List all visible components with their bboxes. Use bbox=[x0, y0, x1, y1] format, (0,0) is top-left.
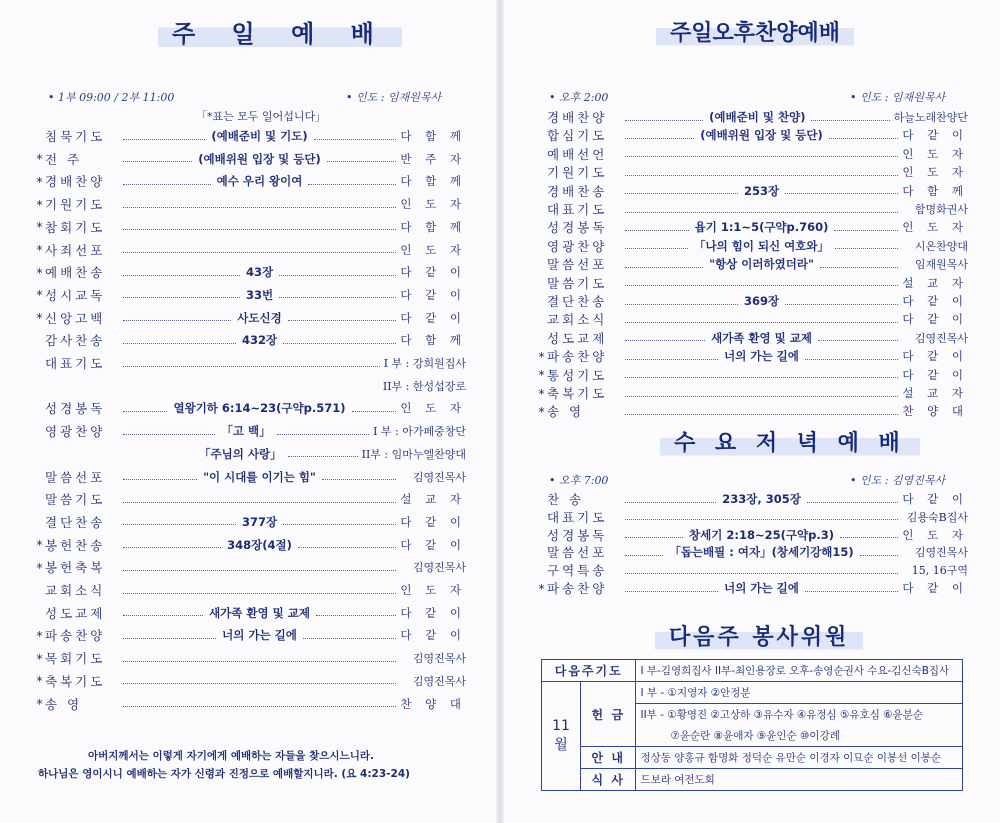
sunday-item-label: 성경봉독 bbox=[45, 401, 106, 417]
afternoon-row bbox=[536, 237, 968, 255]
offering-second-service-cont: ⑦윤순란 ⑧윤애자 ⑨윤인순 ⑩이강례 bbox=[636, 725, 963, 747]
wednesday-item-leader: 김용숙B집사 bbox=[906, 510, 968, 524]
leader-dots bbox=[625, 573, 898, 574]
leader-dots bbox=[625, 212, 898, 213]
leader-dots bbox=[625, 396, 898, 397]
afternoon-item-detail: (예배준비 및 찬양) bbox=[709, 110, 806, 124]
afternoon-time: • 오후 2:00 bbox=[549, 91, 609, 104]
sunday-row bbox=[34, 490, 466, 508]
sunday-item-label: 파송찬양 bbox=[45, 628, 106, 644]
sunday-row bbox=[34, 195, 466, 213]
leader-dots bbox=[123, 524, 236, 525]
leader-dots bbox=[860, 555, 898, 556]
meal-value: 드보라 여전도회 bbox=[636, 769, 963, 791]
afternoon-item-label: 파송찬양 bbox=[547, 349, 608, 365]
wednesday-item-detail: 233장, 305장 bbox=[722, 492, 801, 506]
wednesday-item-leader: 15, 16구역 bbox=[911, 564, 968, 578]
leader-dots bbox=[785, 193, 898, 194]
afternoon-item-detail: 369장 bbox=[743, 294, 780, 308]
afternoon-item-leader: 다 같 이 bbox=[902, 349, 969, 364]
leader-dots bbox=[123, 252, 396, 253]
sunday-item-leader: 다 같 이 bbox=[400, 287, 466, 302]
wednesday-item-detail: 너의 가는 길에 bbox=[724, 581, 799, 595]
standing-mark: * bbox=[36, 627, 43, 643]
standing-mark: * bbox=[36, 196, 43, 212]
leader-dots bbox=[123, 593, 396, 594]
afternoon-item-leader: 다 함 께 bbox=[902, 183, 968, 198]
afternoon-item-label: 영광찬양 bbox=[547, 238, 608, 254]
afternoon-row bbox=[536, 366, 968, 384]
leader-dots bbox=[298, 547, 396, 548]
afternoon-item-label: 통성기도 bbox=[547, 367, 608, 383]
standing-mark: * bbox=[36, 310, 43, 326]
offering-label: 헌 금 bbox=[581, 682, 636, 747]
leader-dots bbox=[308, 184, 396, 185]
sunday-item-label: 성도교제 bbox=[45, 605, 106, 621]
meal-label: 식 사 bbox=[581, 769, 636, 791]
afternoon-item-detail: 새가족 환영 및 교제 bbox=[711, 330, 812, 345]
sunday-item-label: 감사찬송 bbox=[45, 333, 106, 349]
wednesday-item-detail: 창세기 2:18~25(구약p.3) bbox=[689, 527, 834, 542]
sunday-item-label: 기원기도 bbox=[45, 197, 106, 213]
sunday-row bbox=[34, 354, 466, 372]
wednesday-leader: • 인도 : 김영진목사 bbox=[850, 474, 946, 487]
leader-dots bbox=[625, 230, 689, 231]
prayer-value: I 부-김영희집사 II부-최인용장로 오후-송영순권사 수요-김신숙B집사 bbox=[636, 660, 963, 682]
afternoon-service-title: 주일오후찬양예배 bbox=[656, 14, 854, 49]
wednesday-time: • 오후 7:00 bbox=[549, 474, 609, 487]
sunday-item-detail: "이 시대를 이기는 힘" bbox=[203, 469, 316, 484]
afternoon-item-leader: 다 같 이 bbox=[902, 128, 969, 143]
sunday-row bbox=[34, 649, 466, 667]
leader-dots bbox=[123, 320, 231, 321]
leader-dots bbox=[625, 519, 898, 520]
afternoon-item-label: 축복기도 bbox=[547, 386, 608, 401]
wednesday-row bbox=[536, 579, 968, 597]
leader-dots bbox=[279, 275, 396, 276]
afternoon-item-leader: 다 같 이 bbox=[902, 294, 968, 308]
sunday-item-label: 신앙고백 bbox=[45, 310, 106, 326]
wednesday-item-label: 파송찬양 bbox=[547, 581, 608, 596]
afternoon-row bbox=[536, 200, 968, 218]
sunday-item-detail: 377장 bbox=[241, 514, 278, 529]
leader-dots bbox=[123, 570, 396, 571]
standing-mark: * bbox=[36, 696, 43, 711]
leader-dots bbox=[625, 138, 694, 139]
leader-dots bbox=[123, 366, 380, 367]
month-label: 11월 bbox=[542, 682, 581, 791]
standing-mark: * bbox=[36, 264, 43, 280]
leader-dots bbox=[277, 434, 369, 435]
sunday-row bbox=[34, 626, 466, 644]
leader-dots bbox=[805, 359, 898, 360]
sunday-item-detail: 너의 가는 길에 bbox=[222, 628, 297, 643]
sunday-item-leader: 다 함 께 bbox=[400, 333, 466, 348]
leader-dots bbox=[123, 479, 197, 480]
sunday-item-leader: 김영진목사 bbox=[412, 652, 466, 666]
sunday-item-detail: 사도신경 bbox=[237, 310, 282, 325]
sunday-row bbox=[34, 218, 466, 236]
sunday-item-label: 참회기도 bbox=[45, 219, 106, 235]
leader-dots bbox=[288, 320, 396, 321]
sunday-row bbox=[34, 513, 466, 531]
afternoon-item-leader: 하늘노래찬양단 bbox=[893, 111, 969, 124]
leader-dots bbox=[279, 297, 396, 298]
sunday-item-detail: (예배위원 입장 및 등단) bbox=[198, 151, 321, 166]
afternoon-item-label: 예배선언 bbox=[547, 146, 608, 162]
afternoon-item-detail: "항상 이러하였더라" bbox=[709, 257, 814, 272]
leader-dots bbox=[625, 120, 703, 121]
afternoon-item-leader: 다 같 이 bbox=[902, 367, 968, 382]
standing-mark: * bbox=[538, 385, 545, 401]
afternoon-item-label: 교회소식 bbox=[547, 312, 608, 328]
sunday-item-leader: I 부 : 강희원집사 bbox=[383, 357, 466, 370]
leader-dots bbox=[322, 479, 396, 480]
sunday-item-leader: 인 도 자 bbox=[400, 583, 466, 597]
guide-label: 안 내 bbox=[581, 747, 636, 769]
afternoon-item-leader: 다 같 이 bbox=[902, 312, 968, 327]
afternoon-row bbox=[536, 108, 968, 126]
wednesday-item-label: 구역특송 bbox=[547, 563, 608, 579]
leader-dots bbox=[625, 359, 718, 360]
sunday-item-leader: 김영진목사 bbox=[412, 470, 466, 484]
leader-dots bbox=[625, 555, 663, 556]
leader-dots bbox=[625, 156, 898, 157]
standing-mark: * bbox=[36, 559, 43, 575]
leader-dots bbox=[820, 267, 898, 268]
leader-dots bbox=[625, 193, 738, 194]
wednesday-service-title: 수 요 저 녁 예 배 bbox=[660, 424, 920, 459]
leader-dots bbox=[811, 120, 889, 121]
wednesday-item-detail: 「돕는배필 : 여자」(창세기강해15) bbox=[669, 545, 854, 560]
afternoon-row bbox=[536, 347, 968, 365]
afternoon-row bbox=[536, 218, 968, 236]
sunday-row bbox=[34, 127, 466, 145]
sunday-item-detail: 「고 백」 bbox=[221, 424, 271, 439]
afternoon-item-label: 말씀기도 bbox=[547, 275, 608, 291]
sunday-row bbox=[34, 536, 466, 554]
leader-dots bbox=[625, 248, 688, 249]
sunday-item-label: 결단찬송 bbox=[45, 514, 106, 530]
afternoon-item-leader: 인 도 자 bbox=[902, 146, 968, 161]
leader-dots bbox=[625, 175, 898, 176]
sunday-item-leader: II부 : 임마누엘찬양대 bbox=[361, 447, 466, 461]
leader-dots bbox=[625, 285, 898, 286]
standing-mark: * bbox=[538, 403, 545, 419]
leader-dots bbox=[123, 615, 203, 616]
afternoon-item-label: 말씀선포 bbox=[547, 257, 608, 273]
afternoon-item-label: 결단찬송 bbox=[547, 294, 608, 309]
wednesday-item-label: 찬 송 bbox=[547, 492, 585, 507]
sunday-item-label: 침묵기도 bbox=[45, 129, 106, 144]
afternoon-item-label: 경배찬양 bbox=[547, 110, 608, 125]
afternoon-row bbox=[536, 145, 968, 163]
leader-dots bbox=[625, 502, 716, 503]
sunday-row bbox=[34, 581, 466, 599]
page-fold bbox=[496, 0, 504, 823]
prayer-label: 다음주기도 bbox=[542, 660, 636, 682]
sunday-item-label: 전 주 bbox=[45, 151, 83, 167]
leader-dots bbox=[829, 138, 898, 139]
leader-dots bbox=[316, 615, 396, 616]
sunday-row bbox=[34, 377, 466, 395]
sunday-item-leader: I 부 : 아가페중창단 bbox=[373, 425, 467, 439]
afternoon-row bbox=[536, 182, 968, 200]
leader-dots bbox=[123, 434, 215, 435]
sunday-row bbox=[34, 286, 466, 304]
afternoon-row bbox=[536, 274, 968, 292]
standing-mark: * bbox=[36, 673, 43, 689]
sunday-row bbox=[34, 309, 466, 327]
sunday-row bbox=[34, 331, 466, 349]
afternoon-leader: • 인도 : 임재원목사 bbox=[850, 91, 946, 104]
sunday-row bbox=[34, 445, 466, 463]
leader-dots bbox=[625, 591, 718, 592]
afternoon-item-detail: 253장 bbox=[743, 183, 780, 198]
sunday-item-label: 말씀선포 bbox=[45, 469, 106, 485]
afternoon-item-leader: 임재원목사 bbox=[914, 258, 969, 272]
afternoon-item-label: 성도교제 bbox=[547, 330, 608, 346]
sunday-item-detail: 348장(4절) bbox=[227, 537, 292, 552]
afternoon-row bbox=[536, 402, 968, 420]
leader-dots bbox=[625, 304, 738, 305]
sunday-item-label: 축복기도 bbox=[45, 673, 106, 689]
sunday-item-detail: 432장 bbox=[241, 333, 278, 348]
leader-dots bbox=[288, 456, 358, 457]
offering-first-service: I 부 - ①지영자 ②안정분 bbox=[636, 682, 963, 704]
afternoon-item-label: 합심기도 bbox=[547, 128, 608, 144]
sunday-item-leader: 김영진목사 bbox=[412, 674, 466, 688]
leader-dots bbox=[840, 537, 898, 538]
sunday-item-leader: 다 같 이 bbox=[400, 605, 467, 620]
wednesday-item-label: 성경봉독 bbox=[547, 527, 608, 543]
verse-line-1: 아버지께서는 이렇게 자기에게 예배하는 자들을 찾으시느니라. bbox=[88, 750, 374, 762]
sunday-item-detail: 열왕기하 6:14~23(구약p.571) bbox=[173, 401, 346, 416]
leader-dots bbox=[123, 343, 236, 344]
offering-second-service: II부 - ①황영진 ②고상하 ③유수자 ④유정심 ⑤유호심 ⑥윤분순 bbox=[636, 704, 963, 726]
sunday-row bbox=[34, 241, 466, 259]
sunday-item-label: 봉헌축복 bbox=[45, 560, 106, 576]
leader-dots bbox=[805, 591, 898, 592]
sunday-item-leader: 찬 양 대 bbox=[400, 696, 466, 711]
wednesday-item-label: 말씀선포 bbox=[547, 545, 608, 561]
leader-dots bbox=[785, 304, 898, 305]
sunday-row bbox=[34, 695, 466, 713]
wednesday-item-leader: 다 같 이 bbox=[902, 581, 969, 595]
sunday-item-leader: 인 도 자 bbox=[400, 401, 466, 416]
sunday-item-leader: II부 : 한성섭장로 bbox=[382, 379, 466, 393]
wednesday-row bbox=[536, 526, 968, 544]
afternoon-item-leader: 인 도 자 bbox=[902, 220, 969, 235]
wednesday-row bbox=[536, 508, 968, 526]
afternoon-item-leader: 김영진목사 bbox=[914, 331, 969, 345]
afternoon-item-leader: 설 교 자 bbox=[902, 386, 968, 400]
sunday-row bbox=[34, 558, 466, 576]
sunday-row bbox=[34, 150, 466, 168]
leader-dots bbox=[123, 683, 396, 684]
standing-mark: * bbox=[36, 287, 43, 303]
leader-dots bbox=[625, 340, 705, 341]
sunday-item-label: 대표기도 bbox=[45, 356, 106, 371]
standing-mark: * bbox=[538, 367, 545, 383]
afternoon-item-leader: 함명화권사 bbox=[914, 203, 968, 216]
sunday-item-leader: 다 함 께 bbox=[400, 219, 466, 234]
wednesday-row bbox=[536, 490, 968, 508]
leader-dots bbox=[807, 502, 898, 503]
verse-line-2: 하나님은 영이시니 예배하는 자가 신령과 진정으로 예배할지니라. (요 4:23-24) bbox=[38, 768, 410, 780]
sunday-item-label: 말씀기도 bbox=[45, 492, 106, 508]
standing-mark: * bbox=[36, 173, 43, 189]
sunday-item-label: 교회소식 bbox=[45, 583, 106, 598]
sunday-item-leader: 다 같 이 bbox=[400, 310, 466, 325]
standing-mark: * bbox=[36, 242, 43, 257]
sunday-item-label: 봉헌찬송 bbox=[45, 537, 106, 553]
afternoon-row bbox=[536, 329, 968, 347]
leader-dots bbox=[123, 502, 396, 503]
staff-title: 다음주 봉사위원 bbox=[655, 618, 863, 653]
afternoon-row bbox=[536, 292, 968, 310]
sunday-item-leader: 김영진목사 bbox=[412, 561, 466, 575]
sunday-item-label: 목회기도 bbox=[45, 651, 106, 667]
afternoon-row bbox=[536, 126, 968, 144]
sunday-item-detail: 새가족 환영 및 교제 bbox=[209, 605, 310, 620]
standing-mark: * bbox=[36, 219, 43, 235]
wednesday-row bbox=[536, 543, 968, 561]
afternoon-item-leader: 인 도 자 bbox=[902, 165, 968, 180]
leader-dots bbox=[327, 161, 396, 162]
sunday-leader: • 인도 : 임재원목사 bbox=[346, 91, 442, 104]
sunday-row bbox=[34, 172, 466, 190]
leader-dots bbox=[303, 638, 396, 639]
leader-dots bbox=[352, 411, 396, 412]
leader-dots bbox=[123, 275, 240, 276]
standing-mark: * bbox=[36, 537, 43, 553]
afternoon-item-leader: 시온찬양대 bbox=[914, 239, 968, 253]
wednesday-item-label: 대표기도 bbox=[547, 509, 608, 525]
leader-dots bbox=[123, 547, 221, 548]
sunday-item-leader: 인 도 자 bbox=[400, 197, 466, 212]
wednesday-item-leader: 김영진목사 bbox=[914, 546, 969, 560]
sunday-row bbox=[34, 422, 466, 440]
leader-dots bbox=[625, 322, 898, 323]
leader-dots bbox=[625, 267, 703, 268]
leader-dots bbox=[835, 248, 898, 249]
sunday-item-detail: 33번 bbox=[245, 287, 274, 302]
leader-dots bbox=[625, 377, 898, 378]
sunday-item-leader: 다 같 이 bbox=[400, 628, 467, 643]
sunday-item-label: 영광찬양 bbox=[45, 424, 106, 440]
sunday-item-detail: 43장 bbox=[245, 265, 274, 280]
afternoon-item-label: 송 영 bbox=[547, 404, 585, 420]
sunday-item-leader: 반 주 자 bbox=[400, 151, 467, 166]
afternoon-item-detail: 「나의 힘이 되신 여호와」 bbox=[694, 238, 829, 253]
afternoon-item-detail: (예배위원 입장 및 등단) bbox=[700, 128, 823, 143]
sunday-item-leader: 다 같 이 bbox=[400, 537, 466, 552]
sunday-row bbox=[34, 604, 466, 622]
sunday-time: • 1부 09:00 / 2부 11:00 bbox=[48, 91, 175, 104]
sunday-item-label: 송 영 bbox=[45, 696, 83, 712]
afternoon-row bbox=[536, 255, 968, 273]
sunday-item-label: 경배찬양 bbox=[45, 174, 106, 190]
standing-mark: * bbox=[36, 151, 43, 167]
wednesday-row bbox=[536, 561, 968, 579]
standing-note: 「*표는 모두 일어섭니다」 bbox=[196, 110, 327, 123]
leader-dots bbox=[123, 297, 240, 298]
sunday-item-label: 예배찬송 bbox=[45, 265, 106, 281]
leader-dots bbox=[625, 537, 683, 538]
leader-dots bbox=[834, 230, 898, 231]
leader-dots bbox=[123, 207, 396, 208]
wednesday-item-leader: 다 같 이 bbox=[902, 492, 969, 506]
afternoon-item-label: 성경봉독 bbox=[547, 220, 608, 236]
leader-dots bbox=[283, 524, 396, 525]
sunday-item-leader: 다 함 께 bbox=[400, 129, 466, 143]
afternoon-item-leader: 찬 양 대 bbox=[902, 404, 968, 419]
wednesday-item-leader: 인 도 자 bbox=[902, 527, 968, 542]
sunday-item-leader: 인 도 자 bbox=[400, 242, 466, 257]
leader-dots bbox=[123, 411, 167, 412]
leader-dots bbox=[123, 661, 396, 662]
leader-dots bbox=[625, 414, 898, 415]
afternoon-row bbox=[536, 310, 968, 328]
afternoon-row bbox=[536, 384, 968, 402]
leader-dots bbox=[283, 343, 396, 344]
standing-mark: * bbox=[538, 580, 545, 596]
sunday-item-label: 성시교독 bbox=[45, 287, 106, 303]
standing-mark: * bbox=[538, 348, 545, 364]
afternoon-item-leader: 설 교 자 bbox=[902, 275, 968, 290]
leader-dots bbox=[314, 139, 396, 140]
afternoon-item-label: 기원기도 bbox=[547, 165, 608, 181]
leader-dots bbox=[123, 184, 211, 185]
afternoon-item-label: 경배찬송 bbox=[547, 183, 608, 199]
sunday-item-detail: 예수 우리 왕이여 bbox=[216, 174, 303, 189]
sunday-row bbox=[34, 468, 466, 486]
leader-dots bbox=[123, 638, 216, 639]
staff-table bbox=[541, 659, 963, 791]
leader-dots bbox=[123, 229, 396, 230]
guide-value: 정상동 양홍규 함명화 정덕순 유만순 이경자 이묘순 이봉선 이봉순 bbox=[636, 747, 963, 769]
sunday-item-detail: (예배준비 및 기도) bbox=[211, 129, 308, 143]
afternoon-row bbox=[536, 163, 968, 181]
sunday-item-leader: 다 같 이 bbox=[400, 265, 466, 280]
afternoon-item-label: 대표기도 bbox=[547, 202, 608, 217]
leader-dots bbox=[818, 340, 898, 341]
sunday-item-leader: 다 함 께 bbox=[400, 174, 466, 189]
sunday-row bbox=[34, 672, 466, 690]
sunday-item-leader: 다 같 이 bbox=[400, 514, 466, 529]
sunday-item-label: 사죄선포 bbox=[45, 242, 106, 258]
afternoon-item-detail: 너의 가는 길에 bbox=[724, 349, 799, 364]
sunday-row bbox=[34, 399, 466, 417]
sunday-row bbox=[34, 263, 466, 281]
leader-dots bbox=[123, 706, 396, 707]
afternoon-item-detail: 욥기 1:1~5(구약p.760) bbox=[694, 220, 829, 235]
leader-dots bbox=[123, 161, 192, 162]
sunday-item-detail: 「주님의 사랑」 bbox=[199, 446, 282, 461]
standing-mark: * bbox=[36, 650, 43, 666]
leader-dots bbox=[123, 139, 205, 140]
sunday-item-leader: 설 교 자 bbox=[400, 492, 466, 507]
sunday-service-title: 주 일 예 배 bbox=[158, 12, 402, 51]
